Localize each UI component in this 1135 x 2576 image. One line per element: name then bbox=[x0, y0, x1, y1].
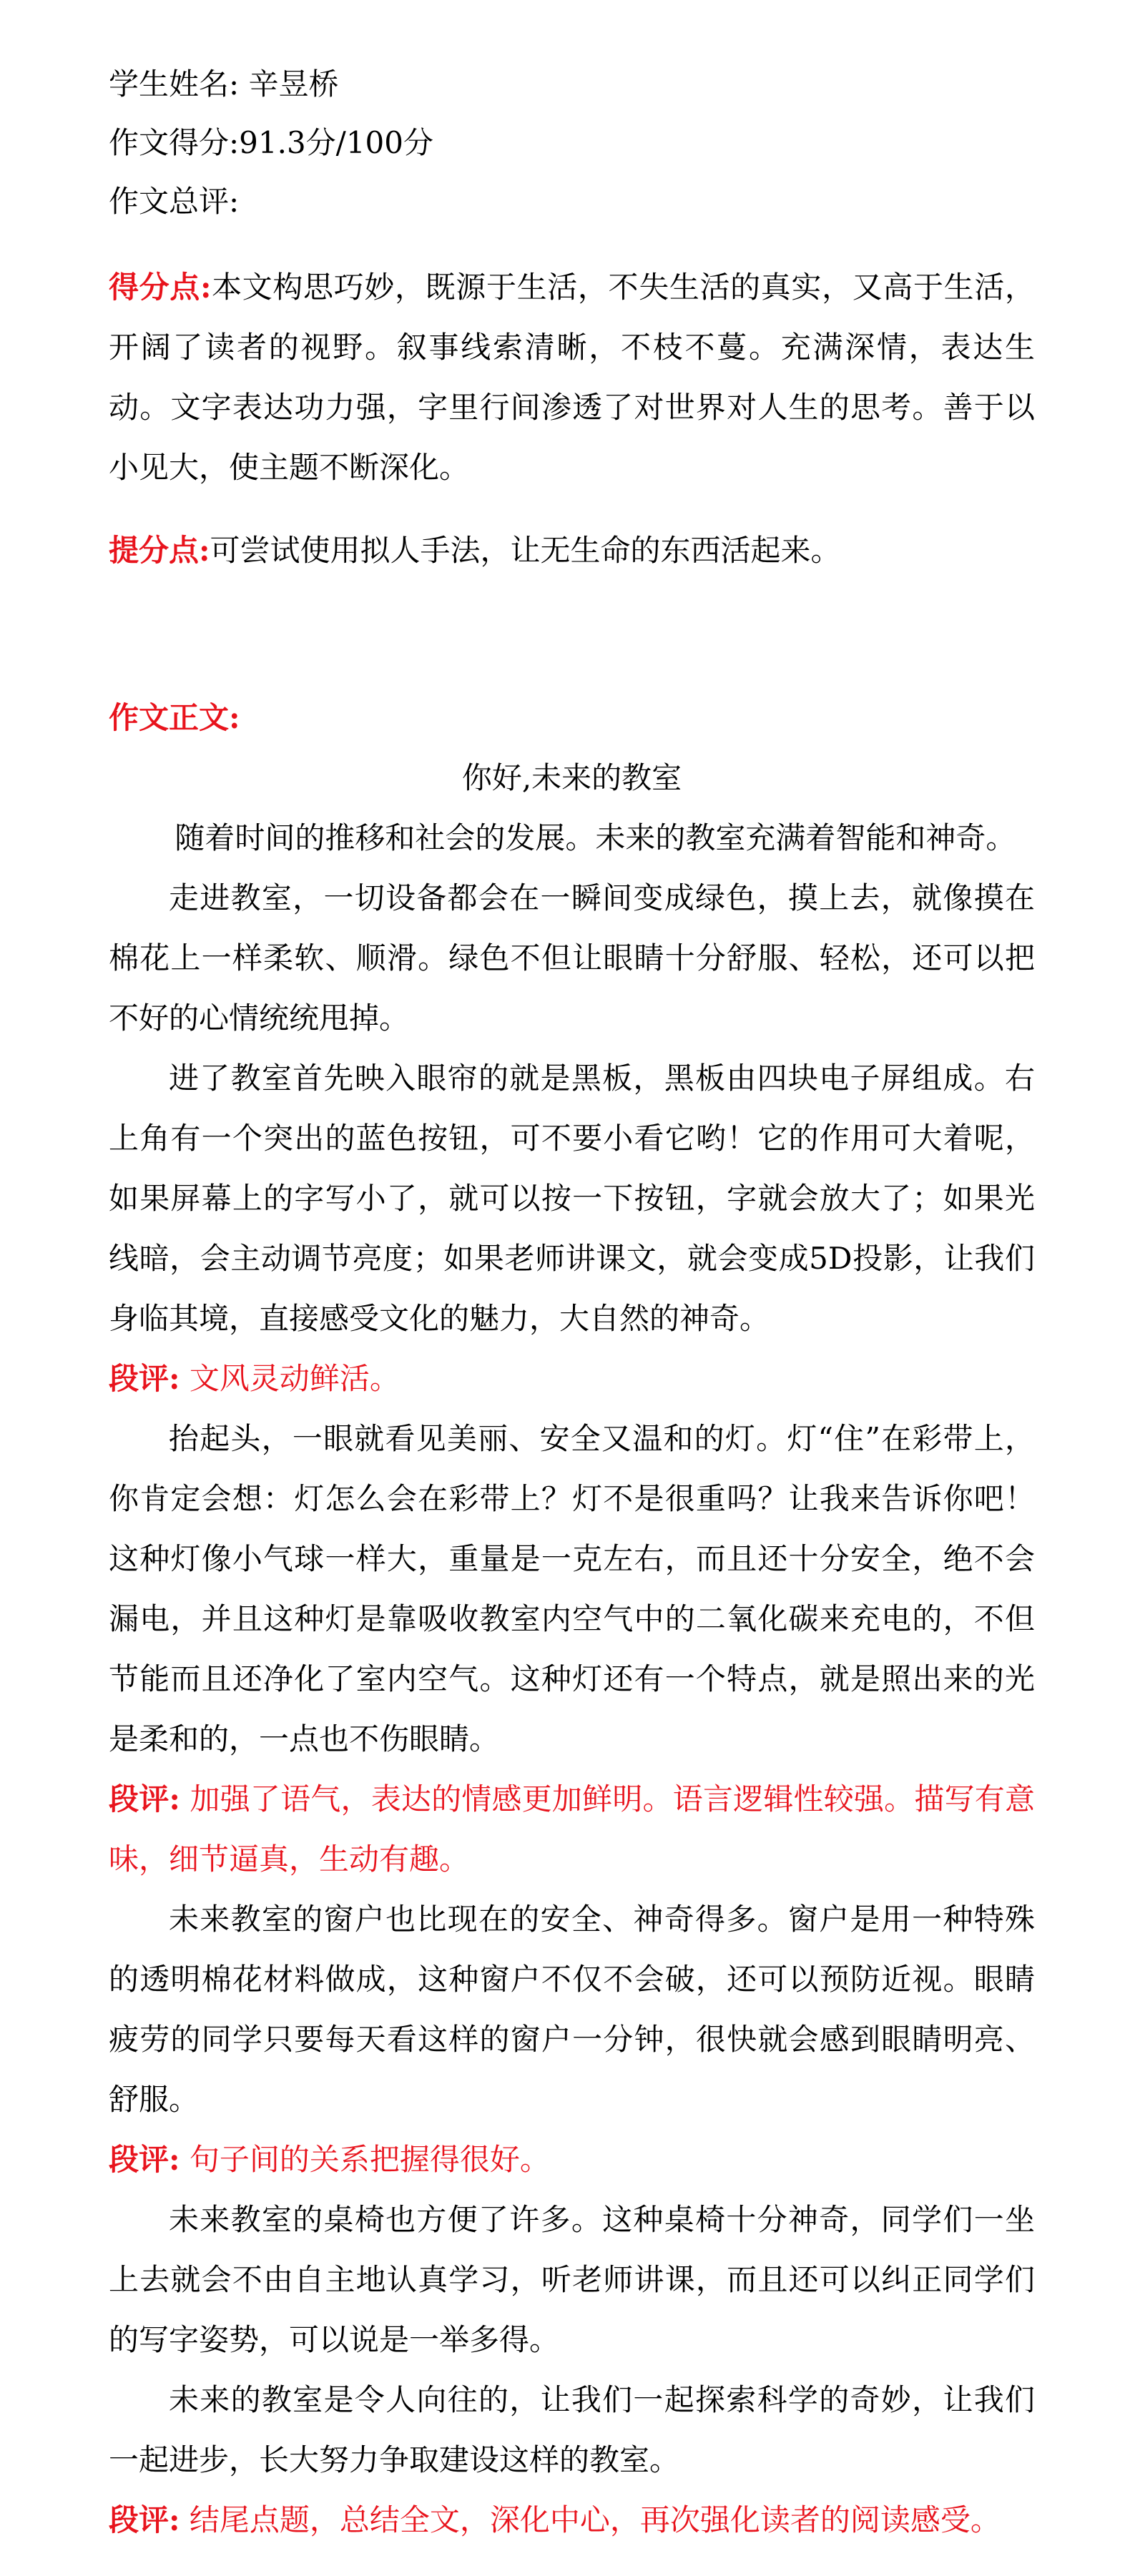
summary-heading bbox=[109, 180, 1035, 223]
student-name-value: 辛昱桥 bbox=[248, 67, 339, 102]
essay-paragraph: 抬起头，一眼就看见美丽、安全又温和的灯。灯“住”在彩带上，你肯定会想：灯怎么会在彩带上？灯不是很重吗？让我来告诉你吧！这种灯像小气球一样大，重量是一克左右，而且还十分安全，绝不会漏电，并且这种灯是靠吸收教室内空气中的二氧化碳来充电的，不但节能而且还净化了室内空气。这种灯还有一个特点，就是照出来的光是柔和的，一点也不伤眼睛。 bbox=[109, 1421, 1035, 1756]
comment-text: 句子间的关系把握得很好。 bbox=[189, 2142, 550, 2177]
comment-label: 段评: bbox=[109, 1361, 180, 1396]
paragraph-comment bbox=[109, 1769, 1035, 1889]
comment-label: 段评: bbox=[109, 2142, 180, 2177]
comment-label: 段评: bbox=[109, 1781, 180, 1817]
comment-text: 结尾点题，总结全文，深化中心，再次强化读者的阅读感受。 bbox=[189, 2502, 1001, 2537]
essay-paragraph: 未来教室的桌椅也方便了许多。这种桌椅十分神奇，同学们一坐上去就会不由自主地认真学习，听老师讲课，而且还可以纠正同学们的写字姿势，可以说是一举多得。 bbox=[109, 2202, 1035, 2357]
comment-text: 加强了语气，表达的情感更加鲜明。语言逻辑性较强。描写有意味，细节逼真，生动有趣。 bbox=[109, 1781, 1035, 1877]
essay-paragraph: 走进教室，一切设备都会在一瞬间变成绿色，摸上去，就像摸在棉花上一样柔软、顺滑。绿色不但让眼睛十分舒服、轻松，还可以把不好的心情统统甩掉。 bbox=[109, 880, 1035, 1036]
essay-paragraph: 随着时间的推移和社会的发展。未来的教室充满着智能和神奇。 bbox=[175, 820, 1016, 855]
comment-label: 段评: bbox=[109, 2502, 180, 2537]
essay-paragraph: 进了教室首先映入眼帘的就是黑板，黑板由四块电子屏组成。右上角有一个突出的蓝色按钮，可不要小看它哟！它的作用可大着呢，如果屏幕上的字写小了，就可以按一下按钮，字就会放大了；如果光线暗，会主动调节亮度；如果老师讲课文，就会变成5D投影，让我们身临其境，直接感受文化的魅力，大自然的神奇。 bbox=[109, 1061, 1035, 1336]
merit-label: 得分点: bbox=[109, 270, 212, 305]
essay-title: 你好,未来的教室 bbox=[461, 760, 682, 795]
summary-label: 作文总评: bbox=[109, 184, 240, 219]
essay-section-label: 作文正文: bbox=[109, 700, 240, 735]
merit-paragraph bbox=[109, 257, 1035, 498]
comment-text: 文风灵动鲜活。 bbox=[189, 1361, 400, 1396]
score-value: 91.3分/100分 bbox=[239, 125, 433, 160]
paragraph-comment bbox=[109, 2130, 1035, 2190]
spacer bbox=[109, 498, 1035, 521]
essay-paragraph: 未来教室的窗户也比现在的安全、神奇得多。窗户是用一种特殊的透明棉花材料做成，这种窗户不仅不会破，还可以预防近视。眼睛疲劳的同学只要每天看这样的窗户一分钟，很快就会感到眼睛明亮、舒服。 bbox=[109, 1902, 1035, 2117]
essay-paragraph: 未来的教室是令人向往的，让我们一起探索科学的奇妙，让我们一起进步，长大努力争取建设这样的教室。 bbox=[109, 2382, 1035, 2477]
spacer bbox=[109, 581, 1035, 688]
student-name-line bbox=[109, 63, 1035, 106]
essay-section-heading bbox=[109, 688, 1035, 748]
student-name-label: 学生姓名: bbox=[109, 67, 240, 102]
score-line bbox=[109, 122, 1035, 164]
score-label: 作文得分: bbox=[109, 125, 240, 160]
improve-label: 提分点: bbox=[109, 533, 210, 568]
paragraph-comment bbox=[109, 2490, 1035, 2550]
merit-text: 本文构思巧妙，既源于生活，不失生活的真实，又高于生活，开阔了读者的视野。叙事线索清晰，不枝不蔓。充满深情，表达生动。文字表达功力强，字里行间渗透了对世界对人生的思考。善于以小见大，使主题不断深化。 bbox=[109, 270, 1035, 485]
improve-paragraph bbox=[109, 521, 1035, 581]
paragraph-comment bbox=[109, 1349, 1035, 1409]
improve-text: 可尝试使用拟人手法，让无生命的东西活起来。 bbox=[210, 533, 841, 568]
